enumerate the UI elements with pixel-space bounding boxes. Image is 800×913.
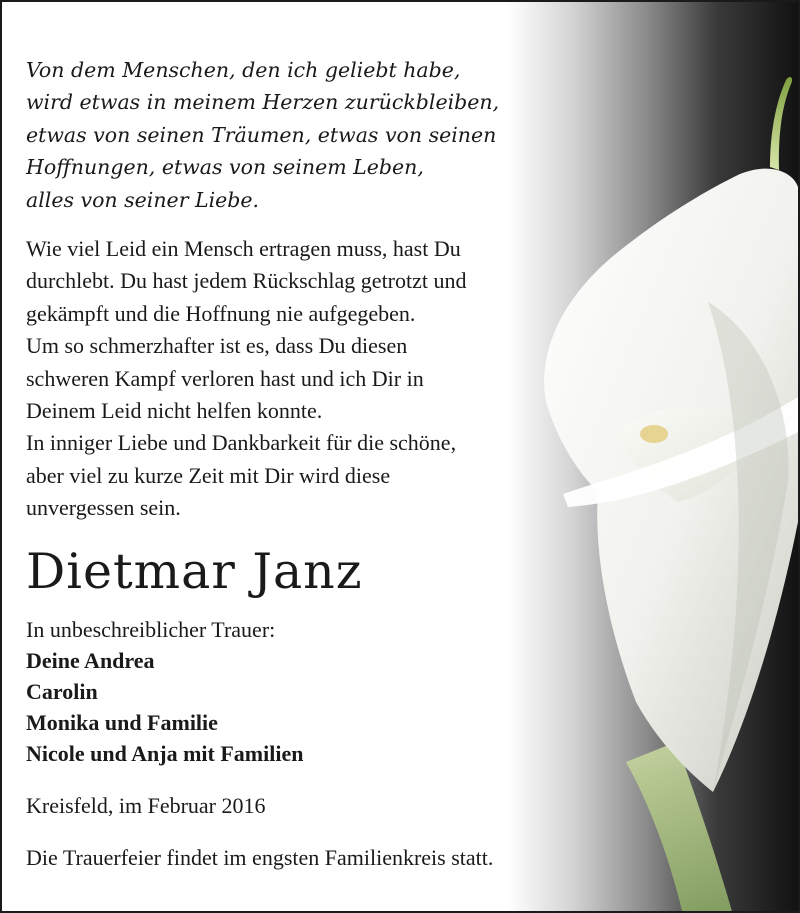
text-line: In inniger Liebe und Dankbarkeit für die schöne, bbox=[26, 430, 457, 456]
text-line: unvergessen sein. bbox=[26, 495, 181, 521]
quote-line: Von dem Menschen, den ich geliebt habe, bbox=[26, 58, 461, 82]
text-line: schweren Kampf verloren hast und ich Dir in bbox=[26, 365, 424, 391]
text-line: Wie viel Leid ein Mensch ertragen muss, hast Du bbox=[26, 236, 461, 261]
quote-line: etwas von seinen Träumen, etwas von seinen bbox=[26, 122, 497, 147]
place-date: Kreisfeld, im Februar 2016 bbox=[26, 793, 266, 818]
mourner-name: Deine Andrea bbox=[26, 648, 155, 673]
mourner-name: Carolin bbox=[26, 679, 98, 704]
mourner-name: Monika und Familie bbox=[26, 710, 218, 735]
text-line: aber viel zu kurze Zeit mit Dir wird diese bbox=[26, 462, 391, 488]
mourners-list bbox=[26, 614, 303, 769]
text-line: gekämpft und die Hoffnung nie aufgegeben. bbox=[26, 300, 416, 326]
mourner-name: Nicole und Anja mit Familien bbox=[26, 741, 304, 766]
text-line: Deinem Leid nicht helfen konnte. bbox=[26, 398, 323, 424]
text-line: durchlebt. Du hast jedem Rückschlag getrotzt und bbox=[26, 268, 467, 294]
text-line: Um so schmerzhafter ist es, dass Du diesen bbox=[26, 333, 408, 359]
memorial-quote bbox=[26, 54, 566, 216]
deceased-name: Dietmar Janz bbox=[26, 543, 363, 600]
quote-line: wird etwas in meinem Herzen zurückbleiben, bbox=[26, 90, 500, 115]
mourners-intro: In unbeschreiblicher Trauer: bbox=[26, 617, 276, 642]
quote-line: Hoffnungen, etwas von seinem Leben, bbox=[26, 155, 424, 180]
funeral-note: Die Trauerfeier findet im engsten Familienkreis statt. bbox=[26, 845, 494, 870]
quote-line: alles von seiner Liebe. bbox=[26, 187, 260, 212]
memorial-text bbox=[26, 233, 566, 525]
